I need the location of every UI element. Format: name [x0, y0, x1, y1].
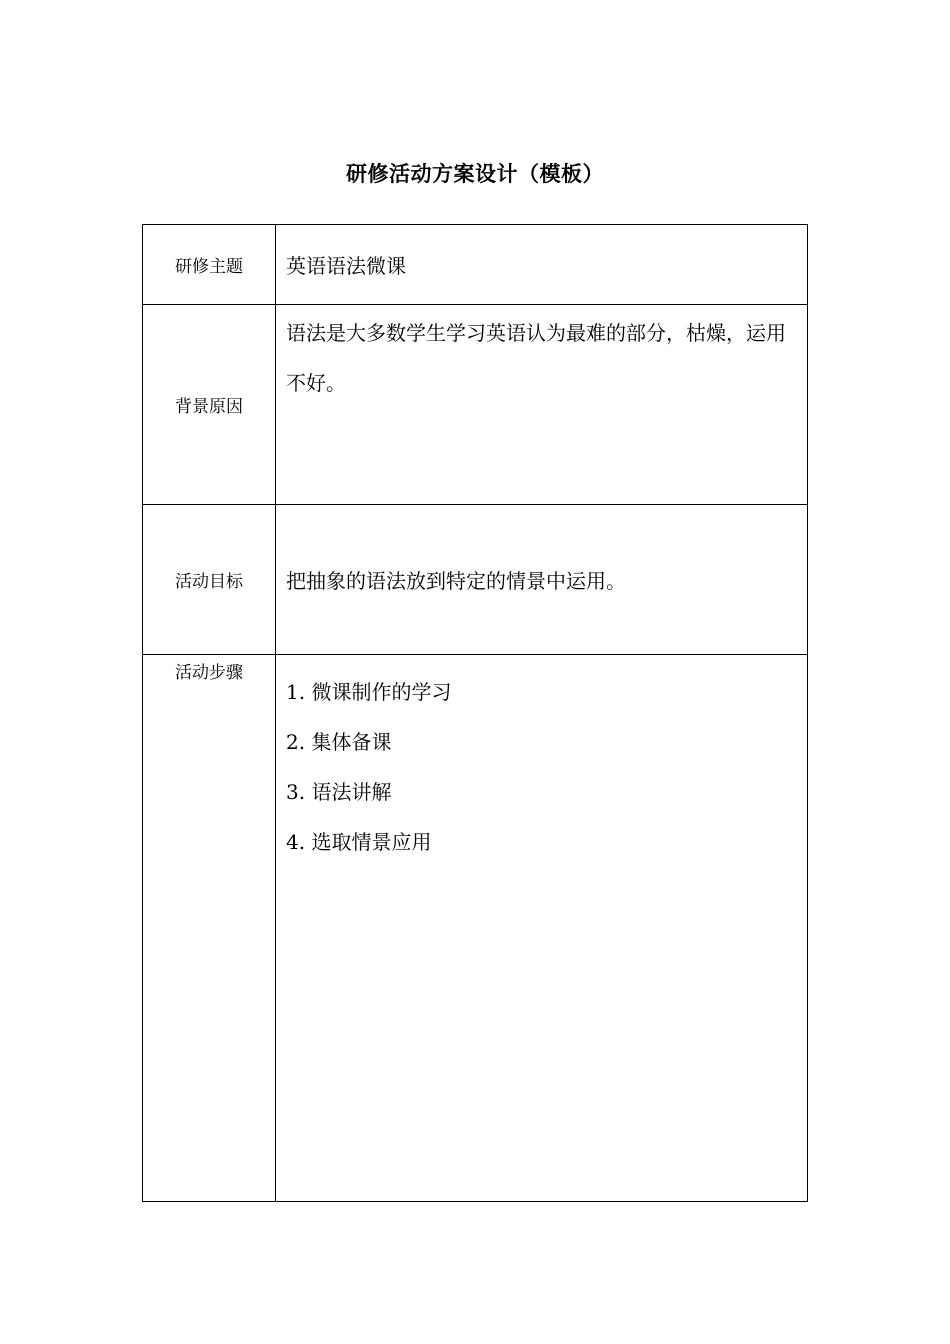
table-row-goal: [143, 505, 808, 655]
background-cell: [276, 305, 808, 505]
plan-table: [142, 224, 808, 1202]
topic-value: 英语语法微课: [276, 225, 808, 305]
step-item-3: 3. 语法讲解: [286, 780, 392, 804]
step-item-4: 4. 选取情景应用: [286, 830, 432, 854]
table-row-steps: [143, 655, 808, 1202]
table-row-background: [143, 305, 808, 505]
topic-label: 研修主题: [143, 225, 276, 305]
background-value: 语法是大多数学生学习英语认为最难的部分，枯燥，运用不好。: [286, 321, 786, 395]
goal-label: 活动目标: [143, 505, 276, 655]
step-item-1: 1. 微课制作的学习: [286, 680, 452, 704]
steps-label: 活动步骤: [143, 655, 276, 1202]
step-item-2: 2. 集体备课: [286, 730, 392, 754]
table-row-topic: [143, 225, 808, 305]
background-label: 背景原因: [143, 305, 276, 505]
steps-cell: [276, 655, 808, 1202]
document-title: 研修活动方案设计（模板）: [346, 161, 604, 186]
goal-value: 把抽象的语法放到特定的情景中运用。: [276, 505, 808, 655]
step-list: [286, 667, 799, 867]
